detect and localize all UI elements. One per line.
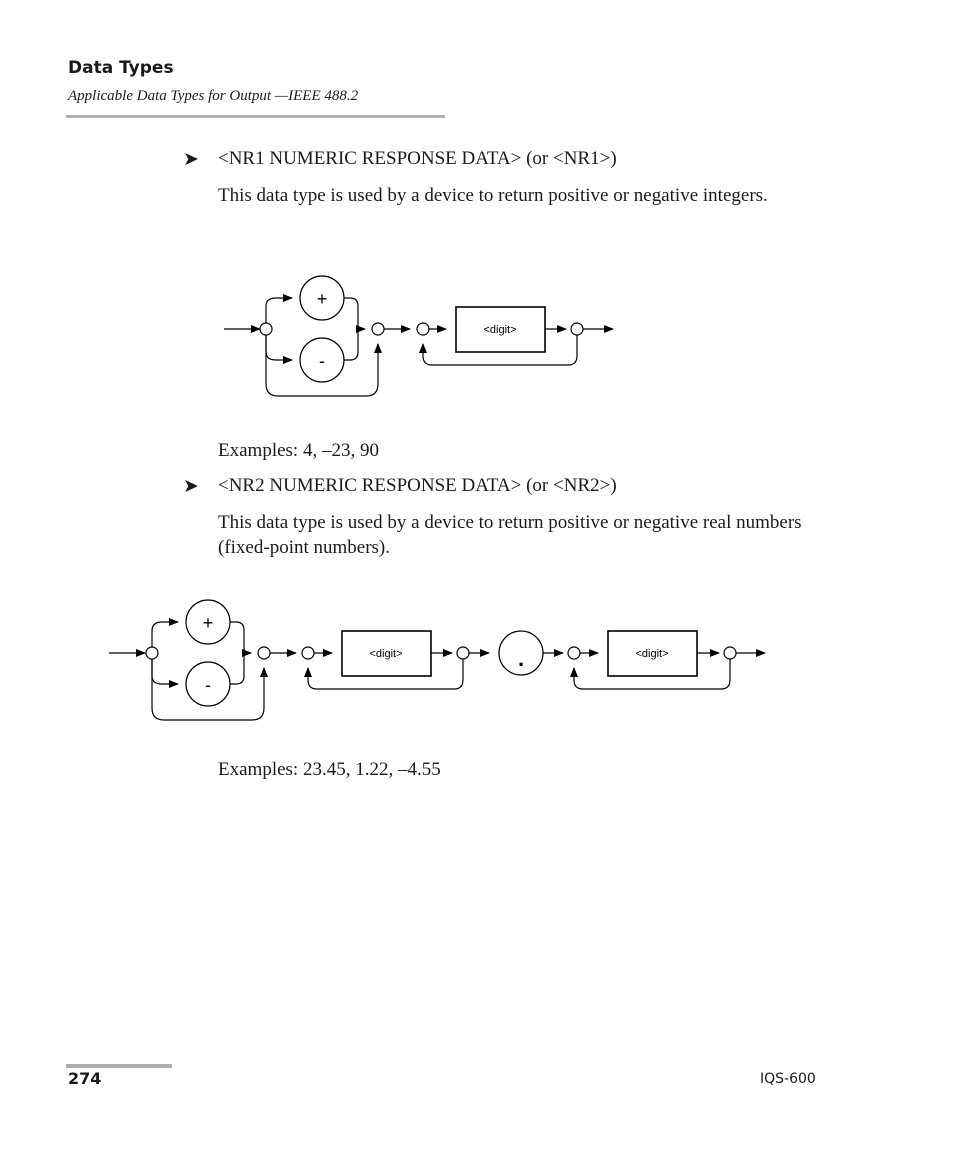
document-id: IQS-600 <box>760 1071 816 1087</box>
page-number: 274 <box>68 1069 102 1088</box>
nr1-heading: <NR1 NUMERIC RESPONSE DATA> (or <NR1>) <box>218 148 617 169</box>
nr2-decimal-point: . <box>517 646 525 671</box>
nr1-description: This data type is used by a device to return positive or negative integers. <box>218 185 768 206</box>
section-title: Data Types <box>68 58 174 78</box>
bullet-arrow-icon: ➤ <box>183 476 199 497</box>
nr2-minus-sign: - <box>205 675 211 695</box>
footer-rule <box>66 1064 172 1068</box>
section-subtitle: Applicable Data Types for Output —IEEE 488.2 <box>68 88 359 104</box>
bullet-arrow-icon: ➤ <box>183 149 199 170</box>
nr2-description: This data type is used by a device to return positive or negative real numbers (fixed-point numbers). <box>218 512 802 558</box>
nr2-plus-sign: + <box>202 613 214 633</box>
nr2-examples: Examples: 23.45, 1.22, –4.55 <box>218 759 441 780</box>
nr1-examples: Examples: 4, –23, 90 <box>218 440 379 461</box>
nr1-digit-label: <digit> <box>483 324 517 336</box>
nr2-digit-label-2: <digit> <box>635 648 669 660</box>
nr1-plus-sign: + <box>316 289 328 309</box>
nr2-heading: <NR2 NUMERIC RESPONSE DATA> (or <NR2>) <box>218 475 617 496</box>
nr1-minus-sign: - <box>319 351 325 371</box>
nr2-digit-label-1: <digit> <box>369 648 403 660</box>
